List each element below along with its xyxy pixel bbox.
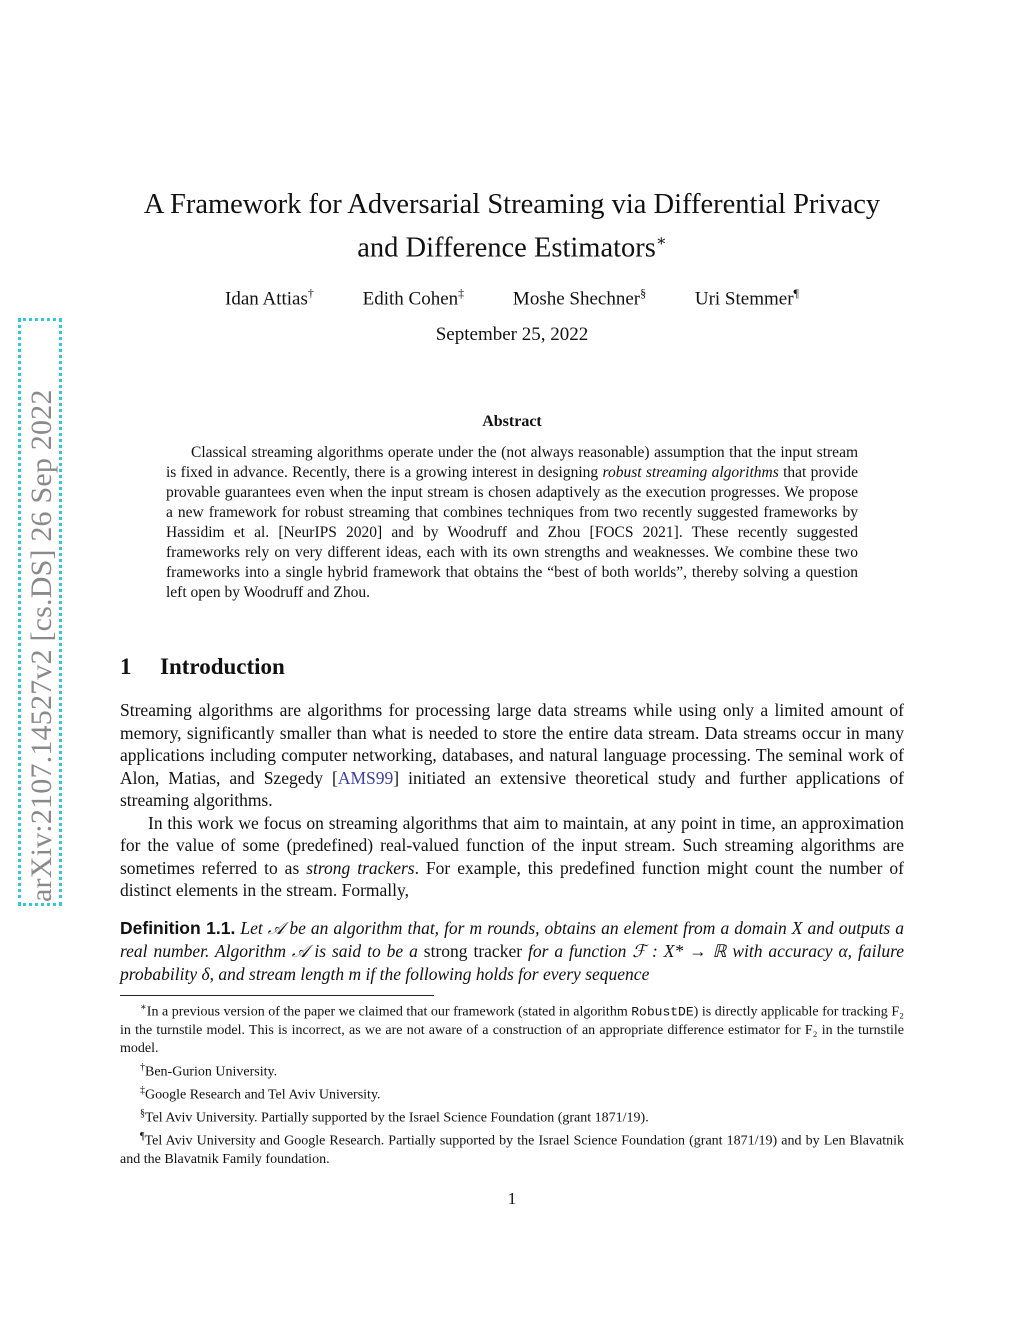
author-footnote-marker: † xyxy=(307,286,314,300)
author: Idan Attias† xyxy=(225,286,314,310)
publication-date: September 25, 2022 xyxy=(435,324,589,345)
title-line-1: A Framework for Adversarial Streaming via Differential Privacy xyxy=(143,189,881,220)
abstract-text: Classical streaming algorithms operate under the (not always reasonable) assumption that the input stream is fixed in advance. Recently, there is a growing interest in designing robust streaming algorithms that provide provable guarantees even when the input stream is chosen adaptively as the execution progresses. We propose a new framework for robust streaming that combines techniques from two recently suggested frameworks by Hassidim et al. [NeurIPS 2020] and by Woodruff and Zhou [FOCS 2021]. These recently suggested frameworks rely on very different ideas, each with its own strengths and weaknesses. We combine these two frameworks into a single hybrid framework that obtains the “best of both worlds”, thereby solving a question left open by Woodruff and Zhou. xyxy=(166,444,859,601)
page-number: 1 xyxy=(507,1189,517,1208)
citation-link[interactable]: AMS99 xyxy=(337,767,394,788)
title-footnote-marker: ∗ xyxy=(655,233,667,250)
author: Moshe Shechner§ xyxy=(512,286,647,310)
footnote-rule xyxy=(120,995,434,996)
definition-text-continued: for a function ℱ : X* → ℝ with accuracy α, failure probability δ, and stream length m if the following holds for every sequence xyxy=(120,941,904,984)
definition-text: Let 𝒜 be an algorithm that, for m rounds, obtains an element from a domain X and outputs a real number. Algorithm 𝒜 is said to be a xyxy=(120,918,905,961)
author-list xyxy=(120,281,904,311)
section-heading xyxy=(120,654,285,680)
author: Edith Cohen‡ xyxy=(362,286,465,310)
footnote: ∗In a previous version of the paper we claimed that our framework (stated in algorithm RobustDE) is directly applicable for tracking F₂ in the turnstile model. This is incorrect, as we are not aware of a construction of an appropriate difference estimator for F₂ in the turnstile model. xyxy=(120,1002,904,1057)
algorithm-name: RobustDE xyxy=(631,1004,694,1020)
title-line-2: and Difference Estimators∗ xyxy=(357,232,667,264)
author-footnote-marker: ¶ xyxy=(793,286,799,300)
definition-label: Definition 1.1. xyxy=(120,918,236,938)
paper-title xyxy=(120,186,904,267)
footnotes xyxy=(120,999,904,1170)
paragraph: In this work we focus on streaming algorithms that aim to maintain, at any point in time, an approximation for the value of some (predefined) real-valued function of the input stream. Such streaming algorithms are sometimes referred to as strong trackers. For example, this predefined function might count the number of distinct elements in the stream. Formally, xyxy=(120,812,905,900)
footnote: †Ben-Gurion University. xyxy=(140,1061,278,1080)
footnote: ‡Google Research and Tel Aviv University. xyxy=(140,1084,381,1103)
abstract-emphasis: robust streaming algorithms xyxy=(602,464,779,481)
section-title: Introduction xyxy=(160,654,285,679)
definition-block xyxy=(120,917,904,986)
introduction-body xyxy=(120,699,904,902)
arxiv-identifier: arXiv:2107.14527v2 [cs.DS] 26 Sep 2022 xyxy=(25,389,58,902)
paragraph: Streaming algorithms are algorithms for processing large data streams while using only a limited amount of memory, significantly smaller than what is needed to store the entire data stream. Data streams occur in many applications including computer networking, databases, and natural language processing. The seminal work of Alon, Matias, and Szegedy [AMS99] initiated an extensive theoretical study and further applications of streaming algorithms. xyxy=(120,700,905,810)
abstract-heading: Abstract xyxy=(482,413,542,430)
emphasis: strong trackers xyxy=(306,857,415,878)
defined-term: strong tracker xyxy=(423,941,523,961)
footnote: ¶Tel Aviv University and Google Research. Partially supported by the Israel Science Foundation (grant 1871/19) and by Len Blavatnik and the Blavatnik Family foundation. xyxy=(120,1131,904,1168)
author: Uri Stemmer¶ xyxy=(694,286,799,310)
author-footnote-marker: § xyxy=(640,286,647,300)
section-number: 1 xyxy=(120,654,132,679)
footnote: §Tel Aviv University. Partially supported by the Israel Science Foundation (grant 1871/19). xyxy=(140,1108,649,1126)
author-footnote-marker: ‡ xyxy=(458,286,465,300)
